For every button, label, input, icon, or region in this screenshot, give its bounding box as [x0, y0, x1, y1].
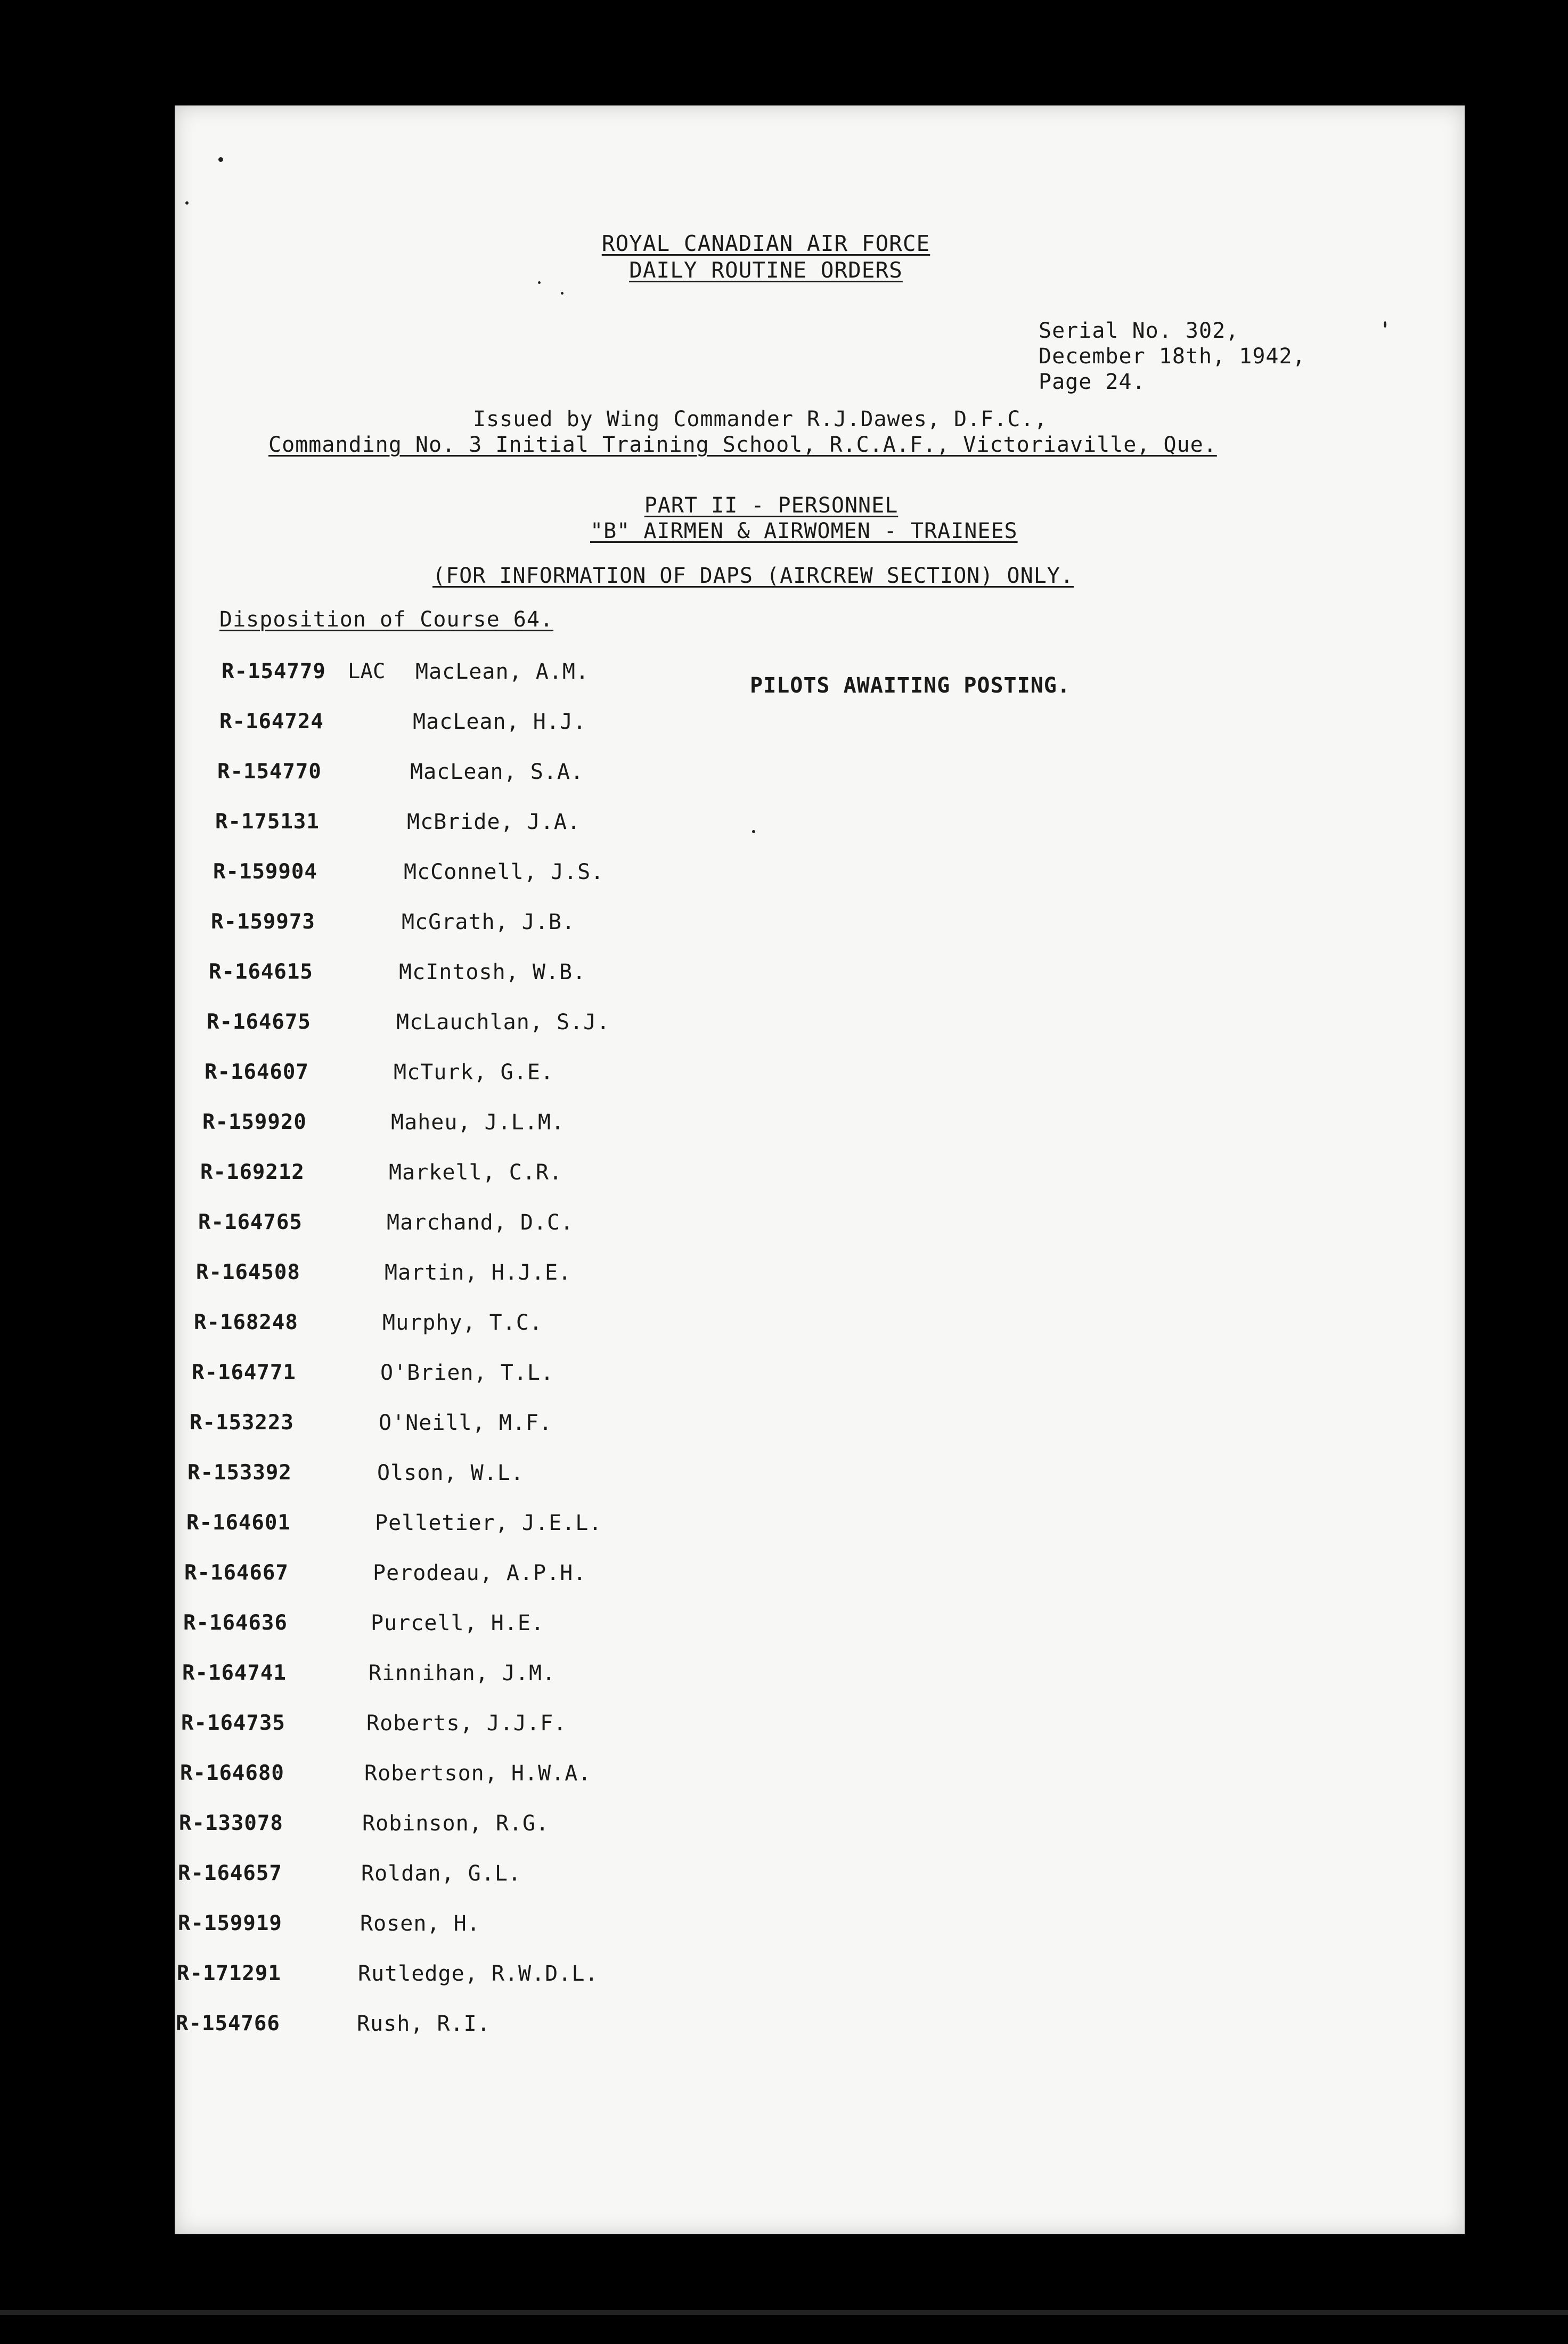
- service-number: R-153392: [187, 1461, 292, 1485]
- service-number: R-159904: [213, 860, 317, 884]
- trainee-name: McConnell, J.S.: [404, 860, 605, 884]
- issued-by: Issued by Wing Commander R.J.Dawes, D.F.C.,: [473, 407, 1048, 432]
- service-number: R-159920: [202, 1110, 307, 1134]
- service-number: R-164724: [219, 710, 324, 734]
- trainee-row: [175, 1411, 1465, 1443]
- trainee-row: [175, 1210, 1465, 1242]
- trainee-name: Marchand, D.C.: [387, 1210, 574, 1235]
- trainee-row: [175, 1060, 1465, 1092]
- trainee-name: Pelletier, J.E.L.: [375, 1511, 602, 1535]
- service-number: R-169212: [200, 1160, 305, 1184]
- trainee-row: [175, 1911, 1465, 1943]
- trainee-name: Olson, W.L.: [377, 1461, 524, 1485]
- trainee-row: [175, 960, 1465, 992]
- trainee-name: MacLean, H.J.: [413, 710, 587, 734]
- serial-number: Serial No. 302,: [1039, 319, 1239, 343]
- service-number: R-164680: [180, 1761, 284, 1785]
- trainee-row: [175, 1160, 1465, 1192]
- trainee-name: McBride, J.A.: [407, 810, 581, 834]
- trainee-row: [175, 660, 1465, 691]
- trainee-name: McGrath, J.B.: [402, 910, 576, 934]
- trainee-row: [175, 1561, 1465, 1593]
- service-number: R-164508: [196, 1260, 300, 1284]
- commanding-line: Commanding No. 3 Initial Training School, R.C.A.F., Victoriaville, Que.: [268, 433, 1217, 457]
- service-number: R-164735: [181, 1711, 285, 1735]
- film-edge: [0, 2310, 1568, 2315]
- service-number: R-164675: [207, 1010, 311, 1034]
- trainee-name: MacLean, A.M.: [415, 660, 590, 684]
- service-number: R-159973: [211, 910, 315, 934]
- trainee-name: Martin, H.J.E.: [385, 1260, 572, 1285]
- trainee-row: [175, 1661, 1465, 1693]
- scan-speck: [185, 201, 189, 205]
- service-number: R-164607: [205, 1060, 309, 1084]
- service-number: R-153223: [190, 1411, 294, 1435]
- org-title: ROYAL CANADIAN AIR FORCE: [601, 231, 930, 256]
- trainee-row: [175, 910, 1465, 942]
- service-number: R-154766: [176, 2012, 280, 2036]
- org-subtitle: DAILY ROUTINE ORDERS: [629, 257, 903, 283]
- trainee-row: [175, 760, 1465, 792]
- trainee-row: [175, 1811, 1465, 1843]
- order-date: December 18th, 1942,: [1039, 344, 1306, 369]
- trainee-row: [175, 1010, 1465, 1042]
- section-heading: "B" AIRMEN & AIRWOMEN - TRAINEES: [590, 519, 1018, 543]
- service-number: R-154779: [222, 660, 326, 683]
- part-heading: PART II - PERSONNEL: [644, 493, 899, 518]
- trainee-rank: LAC: [348, 660, 386, 683]
- service-number: R-171291: [177, 1962, 281, 1985]
- trainee-name: Rosen, H.: [360, 1911, 480, 1936]
- trainee-name: Robertson, H.W.A.: [364, 1761, 592, 1786]
- status-note: PILOTS AWAITING POSTING.: [750, 673, 1071, 698]
- trainee-name: Perodeau, A.P.H.: [373, 1561, 587, 1585]
- trainee-name: Rutledge, R.W.D.L.: [358, 1962, 599, 1986]
- trainee-name: Roberts, J.J.F.: [366, 1711, 567, 1736]
- trainee-name: Purcell, H.E.: [371, 1611, 545, 1635]
- trainee-row: [175, 1962, 1465, 1993]
- service-number: R-164601: [186, 1511, 291, 1535]
- trainee-name: Murphy, T.C.: [382, 1311, 543, 1335]
- page-number: Page 24.: [1039, 370, 1146, 394]
- trainee-name: Rush, R.I.: [357, 2012, 491, 2036]
- service-number: R-133078: [179, 1811, 283, 1835]
- trainee-row: [175, 1110, 1465, 1142]
- service-number: R-164741: [182, 1661, 287, 1685]
- trainee-row: [175, 1260, 1465, 1292]
- scan-speck: [561, 292, 564, 295]
- trainee-row: [175, 710, 1465, 742]
- trainee-name: Roldan, G.L.: [361, 1861, 521, 1886]
- trainee-name: Maheu, J.L.M.: [391, 1110, 565, 1135]
- trainee-row: [175, 1461, 1465, 1493]
- trainee-row: [175, 1311, 1465, 1342]
- restriction-note: (FOR INFORMATION OF DAPS (AIRCREW SECTION) ONLY.: [432, 564, 1074, 588]
- service-number: R-164657: [178, 1861, 282, 1885]
- scan-speck: [1384, 321, 1386, 328]
- trainee-name: MacLean, S.A.: [410, 760, 584, 784]
- trainee-name: O'Neill, M.F.: [379, 1411, 553, 1435]
- trainee-name: McLauchlan, S.J.: [396, 1010, 610, 1035]
- trainee-row: [175, 1761, 1465, 1793]
- trainee-row: [175, 2012, 1465, 2044]
- trainee-row: [175, 1361, 1465, 1393]
- trainee-row: [175, 810, 1465, 842]
- disposition-heading: Disposition of Course 64.: [219, 607, 554, 632]
- scan-speck: [218, 157, 223, 162]
- service-number: R-164636: [183, 1611, 288, 1635]
- trainee-name: McIntosh, W.B.: [399, 960, 586, 984]
- service-number: R-164667: [184, 1561, 289, 1585]
- service-number: R-154770: [217, 760, 322, 784]
- trainee-name: Robinson, R.G.: [362, 1811, 550, 1836]
- trainee-row: [175, 1611, 1465, 1643]
- service-number: R-168248: [194, 1311, 298, 1334]
- service-number: R-164615: [209, 960, 313, 984]
- service-number: R-164765: [198, 1210, 303, 1234]
- service-number: R-159919: [178, 1911, 282, 1935]
- scan-speck: [538, 281, 541, 284]
- trainee-name: O'Brien, T.L.: [380, 1361, 554, 1385]
- service-number: R-164771: [192, 1361, 296, 1385]
- trainee-name: Markell, C.R.: [389, 1160, 563, 1185]
- document-page: [175, 105, 1465, 2234]
- trainee-name: McTurk, G.E.: [394, 1060, 554, 1085]
- trainee-row: [175, 860, 1465, 892]
- trainee-row: [175, 1511, 1465, 1543]
- service-number: R-175131: [215, 810, 320, 834]
- trainee-name: Rinnihan, J.M.: [369, 1661, 556, 1686]
- trainee-row: [175, 1711, 1465, 1743]
- trainee-row: [175, 1861, 1465, 1893]
